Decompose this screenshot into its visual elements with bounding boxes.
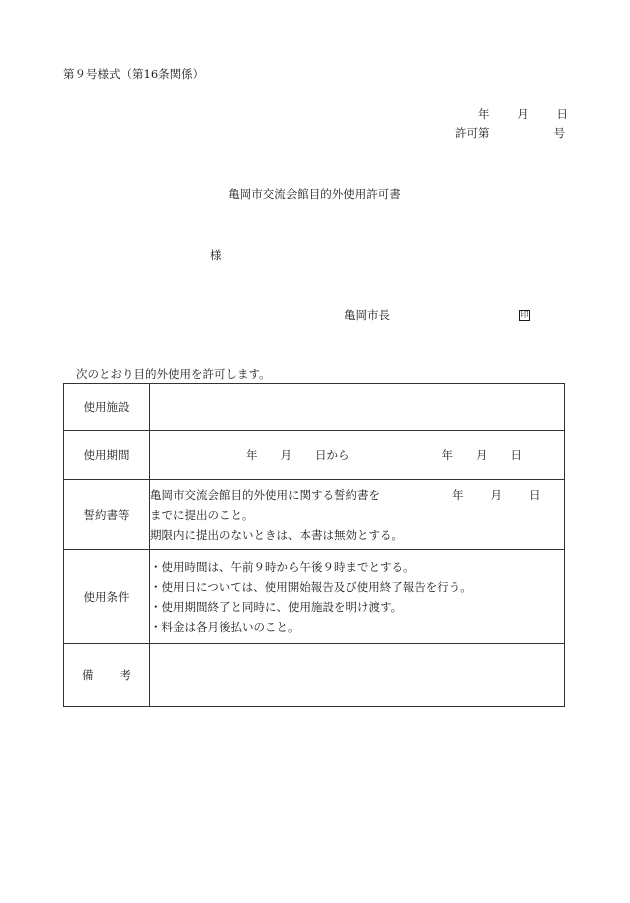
permit-suffix: 号 [553, 126, 565, 140]
pledge-line-3: 期限内に提出のないときは、本書は無効とする。 [150, 527, 403, 542]
table-row-pledge [64, 480, 565, 550]
pledge-label: 誓約書等 [64, 480, 150, 550]
remarks-label [64, 644, 150, 707]
facility-label: 使用施設 [64, 384, 150, 431]
facility-value [150, 384, 565, 431]
condition-item: ・使用期間終了と同時に、使用施設を明け渡す。 [150, 599, 403, 614]
condition-item: ・使用日については、使用開始報告及び使用終了報告を行う。 [150, 579, 472, 594]
period-value [150, 431, 565, 480]
pledge-day: 日 [529, 487, 541, 502]
document-title-text: 亀岡市交流会館目的外使用許可書 [228, 187, 401, 201]
date-day: 日 [556, 107, 568, 121]
permit-prefix: 許可第 [455, 126, 490, 140]
pledge-line-2: までに提出のこと。 [150, 507, 254, 522]
remarks-label-2: 考 [119, 668, 131, 682]
period-start-month: 月 [280, 448, 292, 462]
permit-table [63, 383, 565, 707]
table-row-period [64, 431, 565, 480]
period-end-month: 月 [476, 448, 488, 462]
table-row-conditions [64, 550, 565, 644]
condition-item: ・使用時間は、午前９時から午後９時までとする。 [150, 559, 415, 574]
remarks-value [150, 644, 565, 707]
addressee-suffix: 様 [210, 248, 222, 262]
table-row-remarks [64, 644, 565, 707]
pledge-year: 年 [452, 487, 464, 502]
period-start-year: 年 [246, 448, 258, 462]
remarks-label-1: 備 [82, 668, 94, 682]
intro-text: 次のとおり目的外使用を許可します。 [76, 367, 271, 381]
pledge-month: 月 [490, 487, 502, 502]
date-year: 年 [478, 107, 490, 121]
issuer-name: 亀岡市長 [344, 308, 390, 322]
conditions-label: 使用条件 [64, 550, 150, 644]
form-number: 第９号様式（第16条関係） [63, 67, 205, 81]
seal-mark: 印 [520, 310, 529, 319]
period-start-day: 日から [315, 448, 350, 462]
issuer [344, 307, 530, 323]
conditions-value [150, 550, 565, 644]
period-end-year: 年 [441, 448, 453, 462]
issue-date [478, 106, 568, 122]
period-label: 使用期間 [64, 431, 150, 480]
table-row-facility [64, 384, 565, 431]
condition-item: ・料金は各月後払いのこと。 [150, 619, 300, 634]
permit-number [455, 125, 565, 141]
pledge-value [150, 480, 565, 550]
pledge-line-1: 亀岡市交流会館目的外使用に関する誓約書を [150, 487, 380, 502]
document-title [0, 186, 630, 202]
date-month: 月 [517, 107, 529, 121]
period-end-day: 日 [510, 448, 522, 462]
